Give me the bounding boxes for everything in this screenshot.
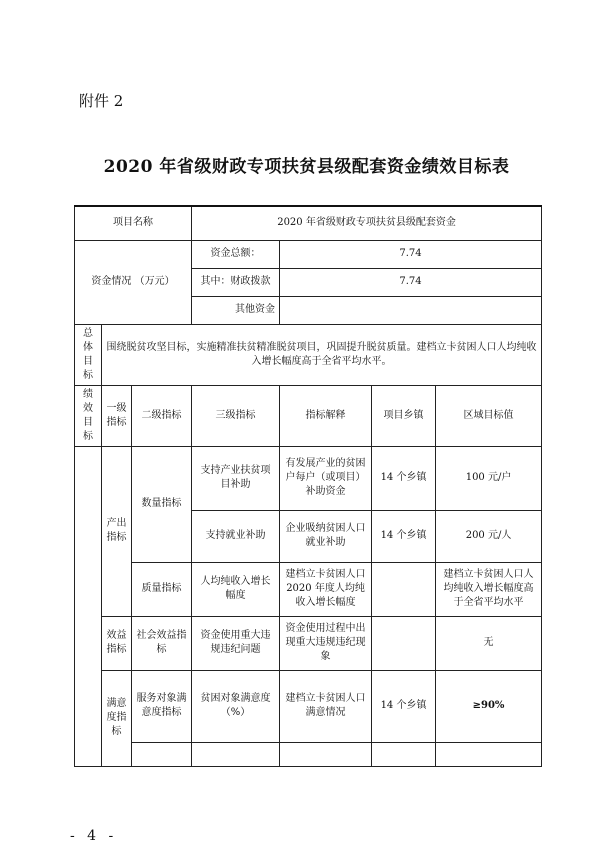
funds-label: 资金情况 （万元）: [75, 240, 192, 324]
row5-township: 14 个乡镇: [372, 670, 436, 742]
header-township: 项目乡镇: [372, 385, 436, 446]
row4-explain: 资金使用过程中出现重大违规违纪现象: [280, 616, 372, 670]
funds-fiscal-value: 7.74: [280, 268, 542, 296]
quality-label: 质量指标: [132, 562, 192, 616]
header-level1: 一级指标: [102, 385, 132, 446]
table-row: [75, 562, 542, 616]
row5-level3: 贫困对象满意度（%）: [192, 670, 280, 742]
empty-cell: [372, 742, 436, 766]
quantity-label: 数量指标: [132, 446, 192, 562]
row1-township: 14 个乡镇: [372, 446, 436, 510]
row3-target: 建档立卡贫困人口人均纯收入增长幅度高于全省平均水平: [436, 562, 542, 616]
service-label: 服务对象满意度指标: [132, 670, 192, 742]
table-row: [75, 446, 542, 510]
empty-cell: [132, 742, 192, 766]
header-level3: 三级指标: [192, 385, 280, 446]
benefit-label: 效益指标: [102, 616, 132, 670]
perf-spanner: [75, 446, 102, 766]
row2-township: 14 个乡镇: [372, 510, 436, 562]
table-row: [75, 742, 542, 766]
performance-target-table: [74, 205, 542, 767]
document-title: 2020 年省级财政专项扶贫县级配套资金绩效目标表: [103, 157, 510, 177]
row1-target: 100 元/户: [436, 446, 542, 510]
project-name-value: 2020 年省级财政专项扶贫县级配套资金: [192, 206, 542, 240]
funds-total-label: 资金总额：: [192, 240, 280, 268]
overall-goal-label: 总体目标: [75, 324, 102, 385]
row4-target: 无: [436, 616, 542, 670]
row1-explain: 有发展产业的贫困户每户（或项目）补助资金: [280, 446, 372, 510]
page-number: - 4 -: [70, 828, 118, 844]
funds-fiscal-label: 其中：财政拨款: [192, 268, 280, 296]
header-explain: 指标解释: [280, 385, 372, 446]
satisfaction-label: 满意度指标: [102, 670, 132, 766]
header-target: 区域目标值: [436, 385, 542, 446]
funds-other-value: [280, 296, 542, 324]
row5-explain: 建档立卡贫困人口满意情况: [280, 670, 372, 742]
attachment-label: 附件 2: [79, 92, 124, 110]
overall-goal-text: 围绕脱贫攻坚目标，实施精准扶贫精准脱贫项目，巩固提升脱贫质量。建档立卡贫困人口人均纯收入增长幅度高于全省平均水平。: [102, 324, 542, 385]
row3-explain: 建档立卡贫困人口 2020 年度人均纯收入增长幅度: [280, 562, 372, 616]
row1-level3: 支持产业扶贫项目补助: [192, 446, 280, 510]
row2-level3: 支持就业补助: [192, 510, 280, 562]
row4-level3: 资金使用重大违规违纪问题: [192, 616, 280, 670]
row5-target: ≥90%: [436, 670, 542, 742]
empty-cell: [192, 742, 280, 766]
social-label: 社会效益指标: [132, 616, 192, 670]
row2-target: 200 元/人: [436, 510, 542, 562]
row3-level3: 人均纯收入增长幅度: [192, 562, 280, 616]
empty-cell: [436, 742, 542, 766]
row2-explain: 企业吸纳贫困人口就业补助: [280, 510, 372, 562]
table-row: [75, 616, 542, 670]
funds-other-label: 其他资金: [192, 296, 280, 324]
output-label: 产出指标: [102, 446, 132, 616]
row3-township: [372, 562, 436, 616]
row4-township: [372, 616, 436, 670]
empty-cell: [280, 742, 372, 766]
funds-total-value: 7.74: [280, 240, 542, 268]
header-level2: 二级指标: [132, 385, 192, 446]
project-name-label: 项目名称: [75, 206, 192, 240]
table-row: [75, 670, 542, 742]
header-perf-target: 绩效目标: [75, 385, 102, 446]
